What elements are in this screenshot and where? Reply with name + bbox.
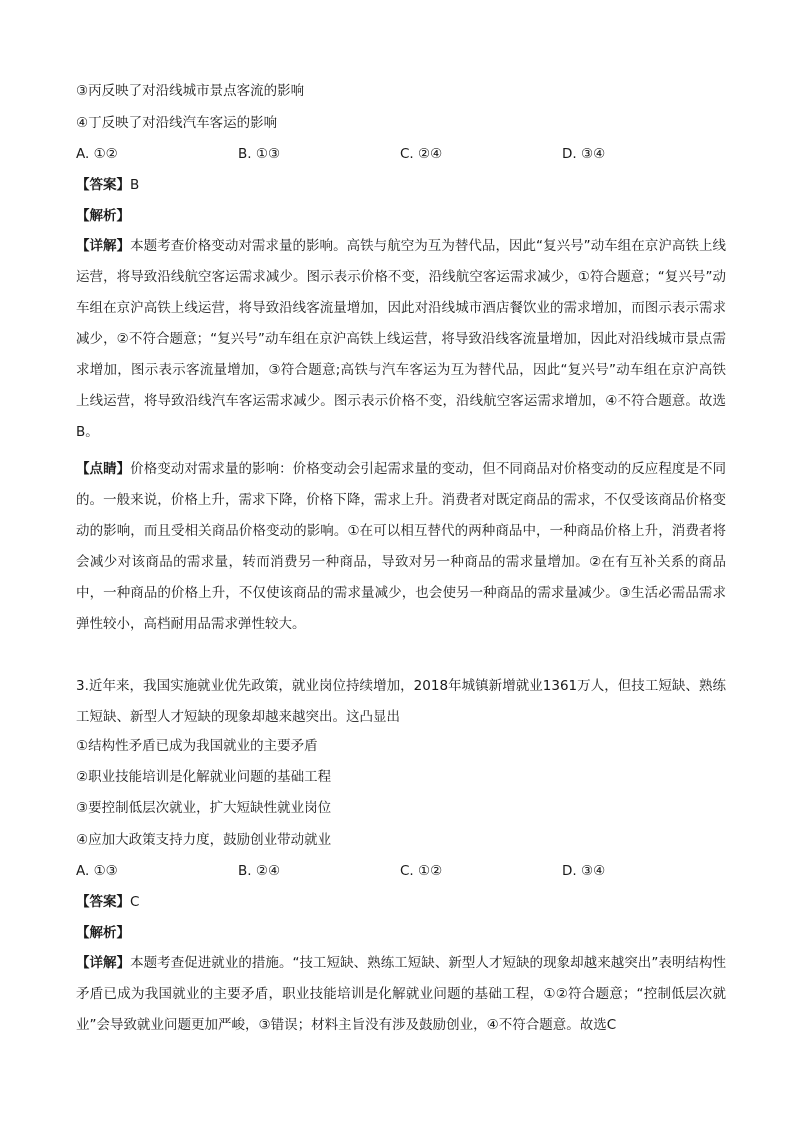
q3-option-3: ③要控制低层次就业，扩大短缺性就业岗位 bbox=[76, 800, 332, 816]
tips-text: 价格变动对需求量的影响：价格变动会引起需求量的变动，但不同商品对价格变动的反应程度是不同的。一般来说，价格上升，需求下降，价格下降，需求上升。消费者对既定商品的需求，不仅受该商品价格变动的影响，而且受相关商品价格变动的影响。①在可以相互替代的两种商品中，一种商品价格上升，消费者将会减少对该商品的需求量，转而消费另一种商品，导致对另一种商品的需求量增加。②在有互补关系的商品中，一种商品的价格上升，不仅使该商品的需求量减少，也会使另一种商品的需求量减少。③生活必需品需求弹性较小，高档耐用品需求弹性较大。 bbox=[76, 461, 727, 632]
q3-stem: 3.近年来，我国实施就业优先政策，就业岗位持续增加，2018年城镇新增就业1361万人，但技工短缺、熟练工短缺、新型人才短缺的现象却越来越突出。这凸显出 bbox=[76, 678, 726, 725]
analysis-tag: 【解析】 bbox=[76, 925, 130, 941]
q2-choice-a: A. ①② bbox=[76, 146, 118, 162]
detail-text: 本题考查促进就业的措施。“技工短缺、熟练工短缺、新型人才短缺的现象却越来越突出”表明结构性矛盾已成为我国就业的主要矛盾，职业技能培训是化解就业问题的基础工程，①②符合题意；“控制低层次就业”会导致就业问题更加严峻，③错误；材料主旨没有涉及鼓励创业，④不符合题意。故选C bbox=[76, 955, 726, 1033]
q3-choice-a: A. ①③ bbox=[76, 863, 118, 879]
answer-tag: 【答案】 bbox=[76, 894, 130, 910]
q3-choice-c: C. ①② bbox=[400, 863, 443, 879]
q2-option-3: ③丙反映了对沿线城市景点客流的影响 bbox=[76, 83, 305, 99]
q3-choice-d: D. ③④ bbox=[562, 863, 606, 879]
q2-choices bbox=[76, 144, 726, 164]
q3-option-2: ②职业技能培训是化解就业问题的基础工程 bbox=[76, 769, 332, 785]
q3-choice-b: B. ②④ bbox=[238, 863, 281, 879]
q2-answer bbox=[76, 175, 139, 195]
q2-choice-b: B. ①③ bbox=[238, 146, 281, 162]
detail-text: 本题考查价格变动对需求量的影响。高铁与航空为互为替代品，因此“复兴号”动车组在京沪高铁上线运营，将导致沿线航空客运需求减少。图示表示价格不变，沿线航空客运需求减少，①符合题意；“复兴号”动车组在京沪高铁上线运营，将导致沿线客流量增加，因此对沿线城市酒店餐饮业的需求增加，而图示表示需求减少，②不符合题意；“复兴号”动车组在京沪高铁上线运营，将导致沿线客流量增加，因此对沿线城市景点需求增加，图示表示客流量增加，③符合题意;高铁与汽车客运为互为替代品，因此“复兴号”动车组在京沪高铁上线运营，将导致沿线汽车客运需求减少。图示表示价格不变，沿线航空客运需求增加，④不符合题意。故选B。 bbox=[76, 238, 726, 440]
detail-tag: 【详解】 bbox=[76, 955, 131, 971]
q3-analysis-heading bbox=[76, 923, 130, 943]
q2-analysis-heading bbox=[76, 206, 130, 226]
q3-choices bbox=[76, 861, 726, 881]
q2-tips-paragraph bbox=[76, 454, 726, 640]
tips-tag: 【点睛】 bbox=[76, 461, 131, 477]
q3-detail-paragraph bbox=[76, 948, 726, 1041]
q3-option-1: ①结构性矛盾已成为我国就业的主要矛盾 bbox=[76, 738, 318, 754]
analysis-tag: 【解析】 bbox=[76, 208, 130, 224]
q3-answer bbox=[76, 892, 139, 912]
detail-tag: 【详解】 bbox=[76, 238, 131, 254]
q2-choice-c: C. ②④ bbox=[400, 146, 443, 162]
answer-value: B bbox=[130, 177, 140, 193]
q2-choice-d: D. ③④ bbox=[562, 146, 606, 162]
q3-option-4: ④应加大政策支持力度，鼓励创业带动就业 bbox=[76, 832, 332, 848]
q2-option-4: ④丁反映了对沿线汽车客运的影响 bbox=[76, 115, 278, 131]
q2-detail-paragraph bbox=[76, 231, 726, 448]
answer-value: C bbox=[130, 894, 140, 910]
answer-tag: 【答案】 bbox=[76, 177, 130, 193]
